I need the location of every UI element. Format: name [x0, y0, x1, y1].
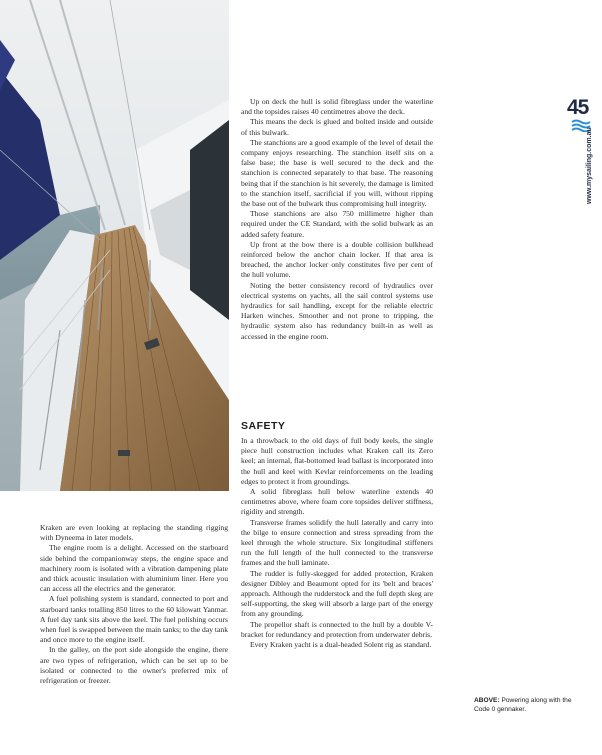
paragraph: Up on deck the hull is solid fibreglass under the waterline and the topsides raises 40 centimetres above the deck.	[241, 97, 433, 117]
page-number: 45	[567, 96, 589, 119]
paragraph: The rudder is fully-skegged for added protection, Kraken designer Dibley and Beaumont opted for its 'belt and braces' approach. Although the rudderstock and the full depth skeg are self-supporting, the skeg will absorb a large part of the energy from any grounding.	[241, 568, 433, 619]
paragraph: The propellor shaft is connected to the hull by a double V-bracket for redundancy and protection from underwater debris.	[241, 619, 433, 639]
website-url: www.mysailing.com.au	[586, 127, 593, 204]
safety-section	[241, 436, 433, 650]
paragraph: In a throwback to the old days of full body keels, the single piece hull construction includes what Kraken call its Zero keel; an internal, flat-bottomed lead ballast is incorporated into the hull and keel with Kevlar reinforcements on the leading edges to protect it from groundings.	[241, 436, 433, 486]
paragraph: Transverse frames solidify the hull laterally and carry into the bilge to ensure connection and stress spreading from the keel through the whole structure. Six longitudinal stiffeners run the full length of the hull connected to the transverse frames and the hull laminate.	[241, 517, 433, 568]
caption-label: ABOVE:	[474, 697, 500, 704]
paragraph: This means the deck is glued and bolted inside and outside of this bulwark.	[241, 117, 433, 137]
paragraph: The engine room is a delight. Accessed on the starboard side behind the companionway steps, the engine space and machinery room is isolated with a vibration dampening plate and thick acoustic insulation with aluminium liner. Here you can access all the electrics and the generator.	[40, 543, 228, 594]
article-column-right	[241, 97, 433, 342]
paragraph: Up front at the bow there is a double collision bulkhead reinforced below the anchor chain locker. If that area is breached, the anchor locker only constitutes five per cent of the hull volume.	[241, 239, 433, 280]
paragraph: A fuel polishing system is standard, connected to port and starboard tanks totalling 850 litres to the 60 kilowatt Yanmar. A fuel day tank sits above the keel. The fuel polishing occurs when fuel is swapped between the main tanks; to the day tank and once more to the engine itself.	[40, 594, 228, 645]
photo-caption	[474, 697, 589, 714]
paragraph: Kraken are even looking at replacing the standing rigging with Dyneema in later models.	[40, 523, 228, 543]
paragraph: A solid fibreglass hull below waterline extends 40 centimetres above, where foam core topsides deliver stiffness, rigidity and strength.	[241, 487, 433, 517]
yacht-deck-illustration	[0, 0, 229, 491]
safety-heading: SAFETY	[241, 420, 286, 432]
yacht-deck-photo	[0, 0, 229, 491]
article-column-left	[40, 523, 228, 686]
caption-text: Powering along with the Code 0 gennaker.	[474, 697, 572, 713]
paragraph: Every Kraken yacht is a dual-headed Solent rig as standard.	[250, 640, 432, 650]
paragraph: Noting the better consistency record of hydraulics over electrical systems on yachts, all the sail control systems use hydraulics for sail handling, except for the reliable electric Harken winches. Smoother and not prone to tripping, the hydraulic system also has redundancy built-in as well as accessed in the engine room.	[241, 280, 433, 341]
paragraph: Those stanchions are also 750 millimetre higher than required under the CE Standard, with the solid bulwark as an added safety feature.	[241, 209, 433, 239]
paragraph: The stanchions are a good example of the level of detail the company enjoys researching. The stanchion itself sits on a false base; the base is well secured to the deck and the stanchion is connected separately to that base. The reasoning being that if the stanchion is hit severely, the damage is limited to the stanchion itself, sacrificial if you will, without ripping the base out of the bulwark thus compromising hull integrity.	[241, 137, 433, 209]
paragraph: In the galley, on the port side alongside the engine, there are two types of refrigeration, which can be set up to be isolated or connected to the owner's preferred mix of refrigeration or freezer.	[40, 645, 228, 686]
